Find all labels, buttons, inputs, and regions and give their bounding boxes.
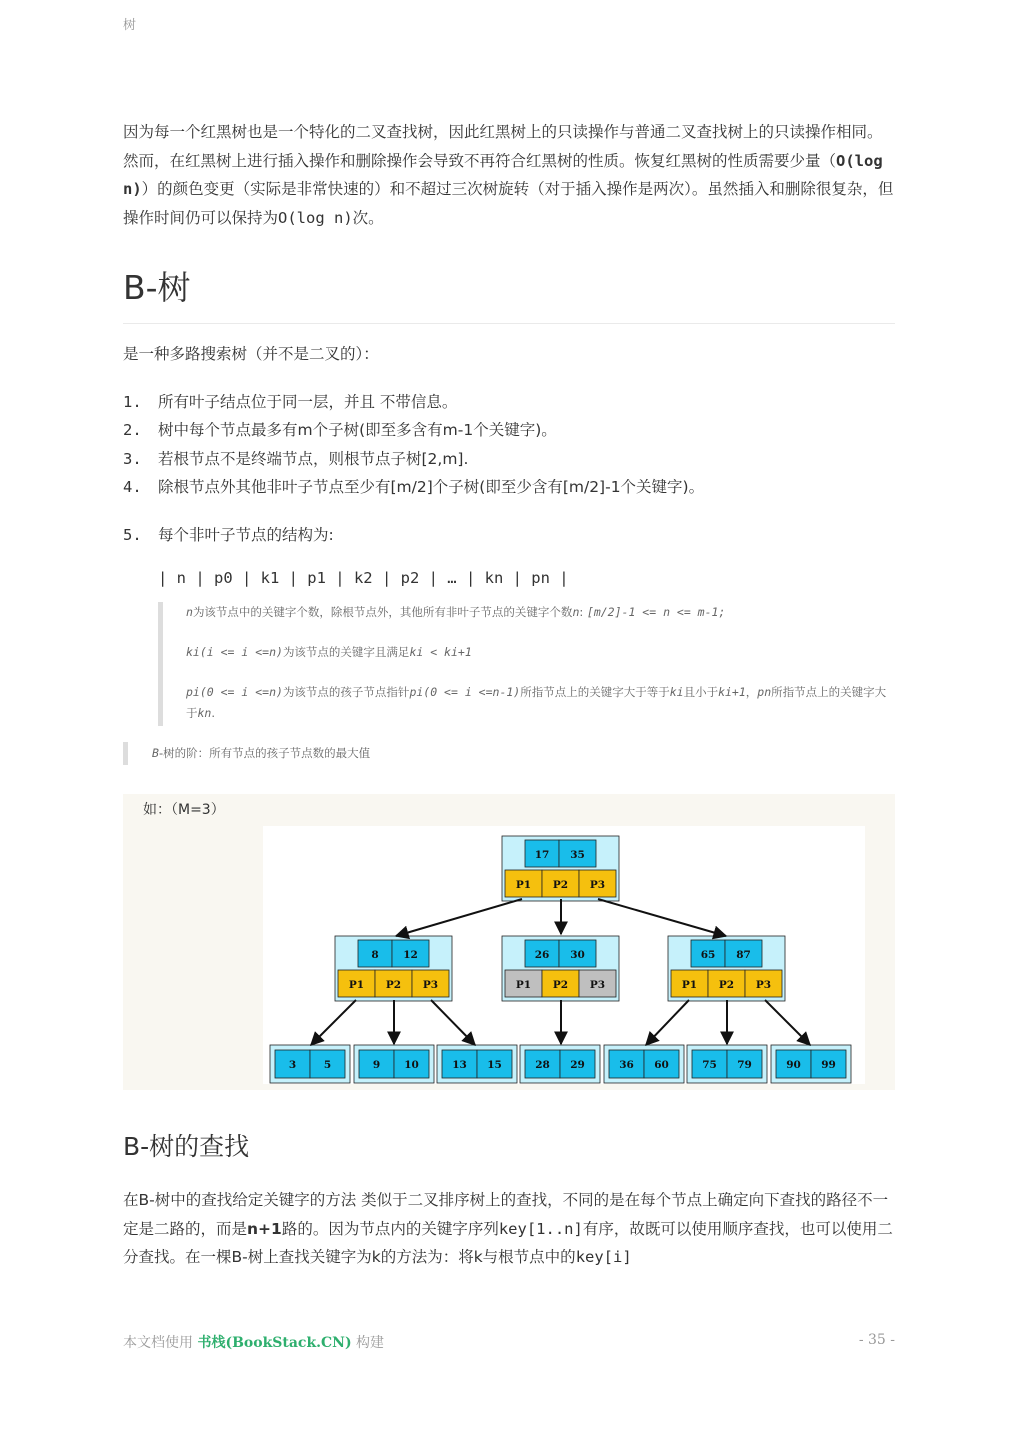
btree-figure — [123, 794, 895, 1090]
note-n-var2: n — [572, 605, 580, 619]
structure-notes-quote — [158, 602, 895, 726]
pointer-label: P2 — [552, 979, 569, 991]
pointer-label: P2 — [552, 879, 569, 891]
list-item — [123, 473, 895, 502]
note-p-text3: 且小于 — [683, 685, 719, 699]
search-text-2: 路的。因为节点内的关键字序列 — [281, 1219, 499, 1238]
property-list-5 — [123, 521, 895, 550]
intro-code-1: O(log n) — [123, 151, 883, 198]
btree-lead: 是一种多路搜索树（并不是二叉的）： — [123, 345, 379, 363]
key-label: 13 — [452, 1059, 467, 1071]
note-k-expr: ki(i <= i <=n) — [186, 645, 283, 659]
note-p — [186, 682, 895, 724]
page-footer — [123, 1332, 895, 1352]
note-p-end: . — [211, 706, 216, 720]
note-k — [186, 642, 895, 663]
footer-brand-link[interactable]: 书栈(BookStack.CN) — [197, 1335, 352, 1351]
key-label: 17 — [534, 849, 550, 861]
note-p-text5: 所指节点上的关键字大于 — [186, 685, 887, 720]
btree-diagram-canvas — [263, 826, 865, 1084]
list-number: 4. — [123, 478, 142, 496]
tree-edge-arrow — [396, 899, 522, 936]
note-p-expr2: pi(0 <= i <=n-1) — [409, 685, 521, 699]
search-text-3: 有序，故既可以使用顺序查找，也可以使用二分查找。在一棵B-树上查找关键字为k的方法为：将k与根节点中的 — [123, 1219, 893, 1266]
key-label: 65 — [700, 949, 716, 961]
search-text-1: 在B-树中的查找给定关键字的方法 类似于二叉排序树上的查找，不同的是在每个节点上确定向下查找的路径不一定是二路的，而是 — [123, 1191, 889, 1238]
intro-paragraph — [123, 118, 895, 232]
key-label: 35 — [570, 849, 585, 861]
order-note-quote — [123, 742, 895, 765]
tree-edge-arrow — [765, 1000, 810, 1045]
search-bold: n+1 — [247, 1219, 282, 1238]
property-list — [123, 388, 895, 502]
note-p-ki: ki — [669, 685, 684, 699]
list-text: 每个非叶子节点的结构为: — [158, 525, 334, 544]
tree-edge-arrow — [598, 899, 726, 936]
search-code-1: key[1..n] — [498, 1219, 583, 1238]
key-label: 90 — [786, 1059, 801, 1071]
list-item — [123, 445, 895, 474]
tree-edge-arrow — [646, 1000, 689, 1045]
running-header: 树 — [123, 18, 137, 33]
list-text: 除根节点外其他非叶子节点至少有[m/2]个子树(即至少含有[m/2]-1个关键字)。 — [158, 478, 705, 496]
note-p-text4: ， — [745, 685, 758, 699]
key-label: 15 — [487, 1059, 502, 1071]
key-label: 30 — [570, 949, 585, 961]
footer-suffix: 构建 — [351, 1335, 385, 1351]
intro-text-1: 因为每一个红黑树也是一个特化的二叉查找树，因此红黑树上的只读操作与普通二叉查找树上的只读操作相同。然而，在红黑树上进行插入操作和删除操作会导致不再符合红黑树的性质。恢复红黑树的性质需要少量（ — [123, 123, 883, 170]
list-number: 1. — [123, 392, 142, 411]
list-number: 5. — [123, 525, 142, 544]
note-p-kn: kn — [197, 706, 212, 720]
note-n-range: [m/2]-1 <= n <= m-1; — [586, 605, 726, 619]
key-label: 87 — [736, 949, 751, 961]
list-text: 树中每个节点最多有m个子树(即至多含有m-1个关键字)。 — [158, 421, 557, 439]
list-text: 若根节点不是终端节点，则根节点子树[2,m]. — [158, 449, 469, 468]
note-n-colon: : — [579, 605, 587, 619]
key-label: 36 — [619, 1059, 634, 1071]
pointer-label: P2 — [718, 979, 735, 991]
footer-prefix: 本文档使用 — [123, 1335, 198, 1351]
heading-rule — [123, 323, 895, 324]
search-code-2: key[i] — [575, 1248, 632, 1266]
page-number: - 35 - — [858, 1332, 895, 1348]
pointer-label: P3 — [589, 979, 606, 991]
intro-text-2: ）的颜色变更（实际是非常快速的）和不超过三次树旋转（对于插入操作是两次）。虽然插入和删除很复杂，但操作时间仍可以保持为 — [123, 180, 894, 227]
key-label: 5 — [323, 1059, 332, 1071]
pointer-label: P1 — [515, 979, 532, 991]
key-label: 29 — [570, 1059, 585, 1071]
pointer-label: P1 — [348, 979, 365, 991]
list-item — [123, 416, 895, 445]
intro-code-2: O(log n) — [278, 208, 353, 227]
pointer-label: P2 — [385, 979, 402, 991]
pointer-label: P3 — [422, 979, 439, 991]
note-p-ki1: ki+1 — [718, 685, 746, 699]
btree-heading: B-树 — [123, 268, 191, 307]
order-note-var: B — [152, 746, 159, 760]
pointer-label: P3 — [589, 879, 606, 891]
note-n — [186, 602, 895, 623]
key-label: 60 — [654, 1059, 669, 1071]
note-n-text: 为该节点中的关键字个数，除根节点外，其他所有非叶子节点的关键字个数 — [192, 605, 573, 619]
note-k-cond: ki < ki+1 — [409, 645, 472, 659]
key-label: 10 — [404, 1059, 419, 1071]
list-item — [123, 521, 895, 550]
page-content — [123, 118, 895, 1272]
list-number: 3. — [123, 449, 142, 468]
note-n-var: n — [186, 605, 193, 619]
pointer-label: P1 — [515, 879, 532, 891]
note-k-text: 为该节点的关键字且满足 — [282, 645, 410, 659]
list-text: 所有叶子结点位于同一层，并且 不带信息。 — [158, 392, 458, 411]
key-label: 28 — [535, 1059, 550, 1071]
tree-edge-arrow — [311, 1000, 356, 1045]
note-p-pn: pn — [757, 685, 772, 699]
key-label: 3 — [288, 1059, 297, 1071]
pointer-label: P1 — [681, 979, 698, 991]
search-paragraph — [123, 1186, 895, 1272]
btree-diagram — [263, 826, 865, 1084]
key-label: 9 — [372, 1059, 381, 1071]
pointer-label: P3 — [755, 979, 772, 991]
figure-caption: 如：（M=3） — [143, 802, 225, 818]
intro-text-3: 次。 — [352, 208, 384, 227]
note-p-expr: pi(0 <= i <=n) — [186, 685, 283, 699]
key-label: 79 — [737, 1059, 752, 1071]
order-note — [152, 743, 895, 764]
key-label: 12 — [403, 949, 418, 961]
node-structure-line: | n | p0 | k1 | p1 | k2 | p2 | … | kn | pn | — [158, 569, 569, 587]
list-item — [123, 388, 895, 417]
key-label: 99 — [821, 1059, 836, 1071]
key-label: 26 — [534, 949, 550, 961]
list-number: 2. — [123, 421, 142, 439]
note-p-text2: 所指节点上的关键字大于等于 — [520, 685, 670, 699]
note-p-text1: 为该节点的孩子节点指针 — [282, 685, 410, 699]
order-note-text: -树的阶：所有节点的孩子节点数的最大值 — [158, 746, 371, 760]
key-label: 8 — [371, 949, 379, 961]
search-heading: B-树的查找 — [123, 1132, 250, 1161]
key-label: 75 — [702, 1059, 717, 1071]
tree-edge-arrow — [431, 1000, 475, 1045]
